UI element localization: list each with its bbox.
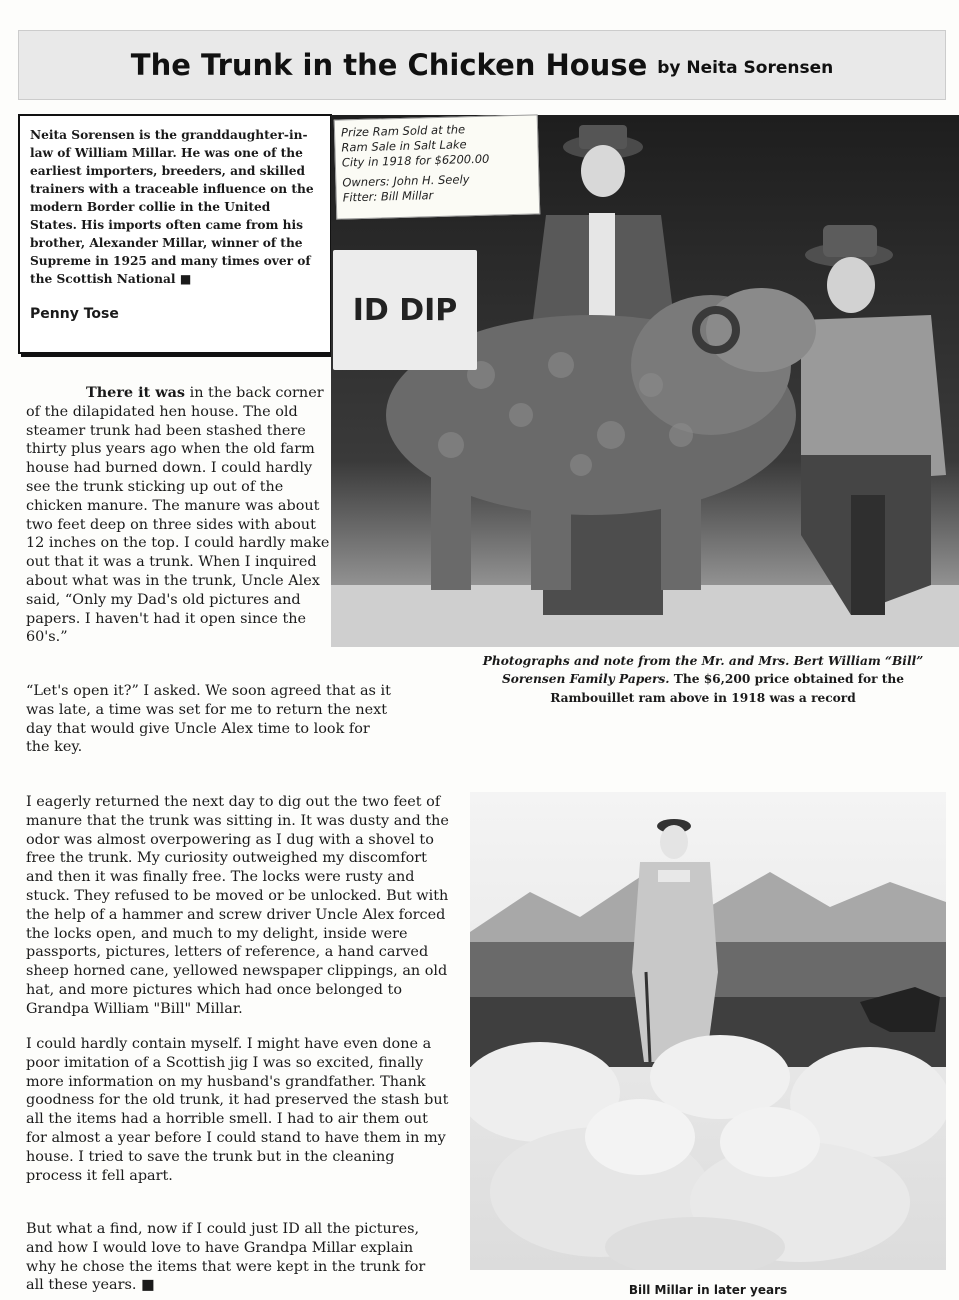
bill-millar-photo [470, 792, 946, 1270]
note-owners: Owners: John H. Seely [342, 171, 470, 189]
note-line: Ram Sale in Salt Lake [341, 137, 467, 155]
article-paragraph-3: I eagerly returned the next day to dig out the two feet of manure that the trunk was sitting in. It was dusty and the odor was almost overpowering as I dug with a shovel to free the trunk. My curiosity outweighed my discomfort and then it was finally free. The locks were rusty and stuck. They refused to be moved or be unlocked. But with the help of a hammer and screw driver Uncle Alex forced the locks open, and much to my delight, inside were passports, pictures, letters of reference, a hand carved sheep horned cane, yellowed newspaper clippings, an old hat, and more pictures which had once belonged to Grandpa William "Bill" Millar. [26, 794, 449, 1017]
article-title: The Trunk in the Chicken House [130, 48, 648, 82]
title-bar [18, 30, 946, 100]
note-line: Prize Ram Sold at the [340, 122, 466, 140]
bill-millar-caption: Bill Millar in later years [628, 1283, 788, 1297]
intro-signature: Penny Tose [30, 306, 119, 323]
intro-text: Neita Sorensen is the granddaughter-in-law of William Millar. He was one of the earliest importers, breeders, and skilled trainers with a traceable influence on the modern Border collie in the United States. His imports often came from his brother, Alexander Millar, winner of the Supreme in 1925 and many times over of the Scottish National ■ [30, 128, 314, 287]
article-paragraph-2: “Let's open it?” I asked. We soon agreed that as it was late, a time was set for me to return the next day that would give Uncle Alex time to look for the key. [26, 683, 391, 756]
article-byline: by Neita Sorensen [657, 58, 834, 78]
intro-box [18, 114, 332, 354]
article-paragraph-1 [26, 384, 330, 647]
article-paragraph-5: But what a find, now if I could just ID all the pictures, and how I would love to have Grandpa Millar explain why he chose the items that were kept in the trunk for all these years. ■ [26, 1221, 426, 1294]
bill-millar-photo-illustration [470, 792, 946, 1270]
caption-italic: Photographs and note from the Mr. and Mrs. Bert William “Bill” Sorensen Family Papers. [482, 654, 924, 687]
paragraph-lead: There it was [86, 384, 186, 401]
article-paragraph-4: I could hardly contain myself. I might have even done a poor imitation of a Scottish jig I was so excited, finally more information on my husband's grandfather. Thank goodness for the old trunk, it had preserved the stash but all the items had a horrible smell. I had to air them out for almost a year before I could stand to have them in my house. I tried to save the trunk but in the cleaning process it fell apart. [26, 1036, 449, 1184]
dip-sign: ID DIP [333, 250, 477, 370]
handwritten-note [334, 114, 541, 219]
caption-plain: The $6,200 price obtained for the Rambouillet ram above in 1918 was a record [550, 672, 905, 705]
ram-photo-caption [458, 652, 948, 707]
note-line: City in 1918 for $6200.00 [341, 151, 490, 170]
note-fitter: Fitter: Bill Millar [342, 187, 434, 205]
paragraph-body: in the back corner of the dilapidated hen house. The old steamer trunk had been stashed there thirty plus years ago when the old farm house had burned down. I could hardly see the trunk sticking up out of the chicken manure. The manure was about two feet deep on three sides with about 12 inches on the top. I could hardly make out that it was a trunk. When I inquired about what was in the trunk, Uncle Alex said, “Only my Dad's old pictures and papers. I haven't had it open since the 60's.” [26, 385, 330, 646]
